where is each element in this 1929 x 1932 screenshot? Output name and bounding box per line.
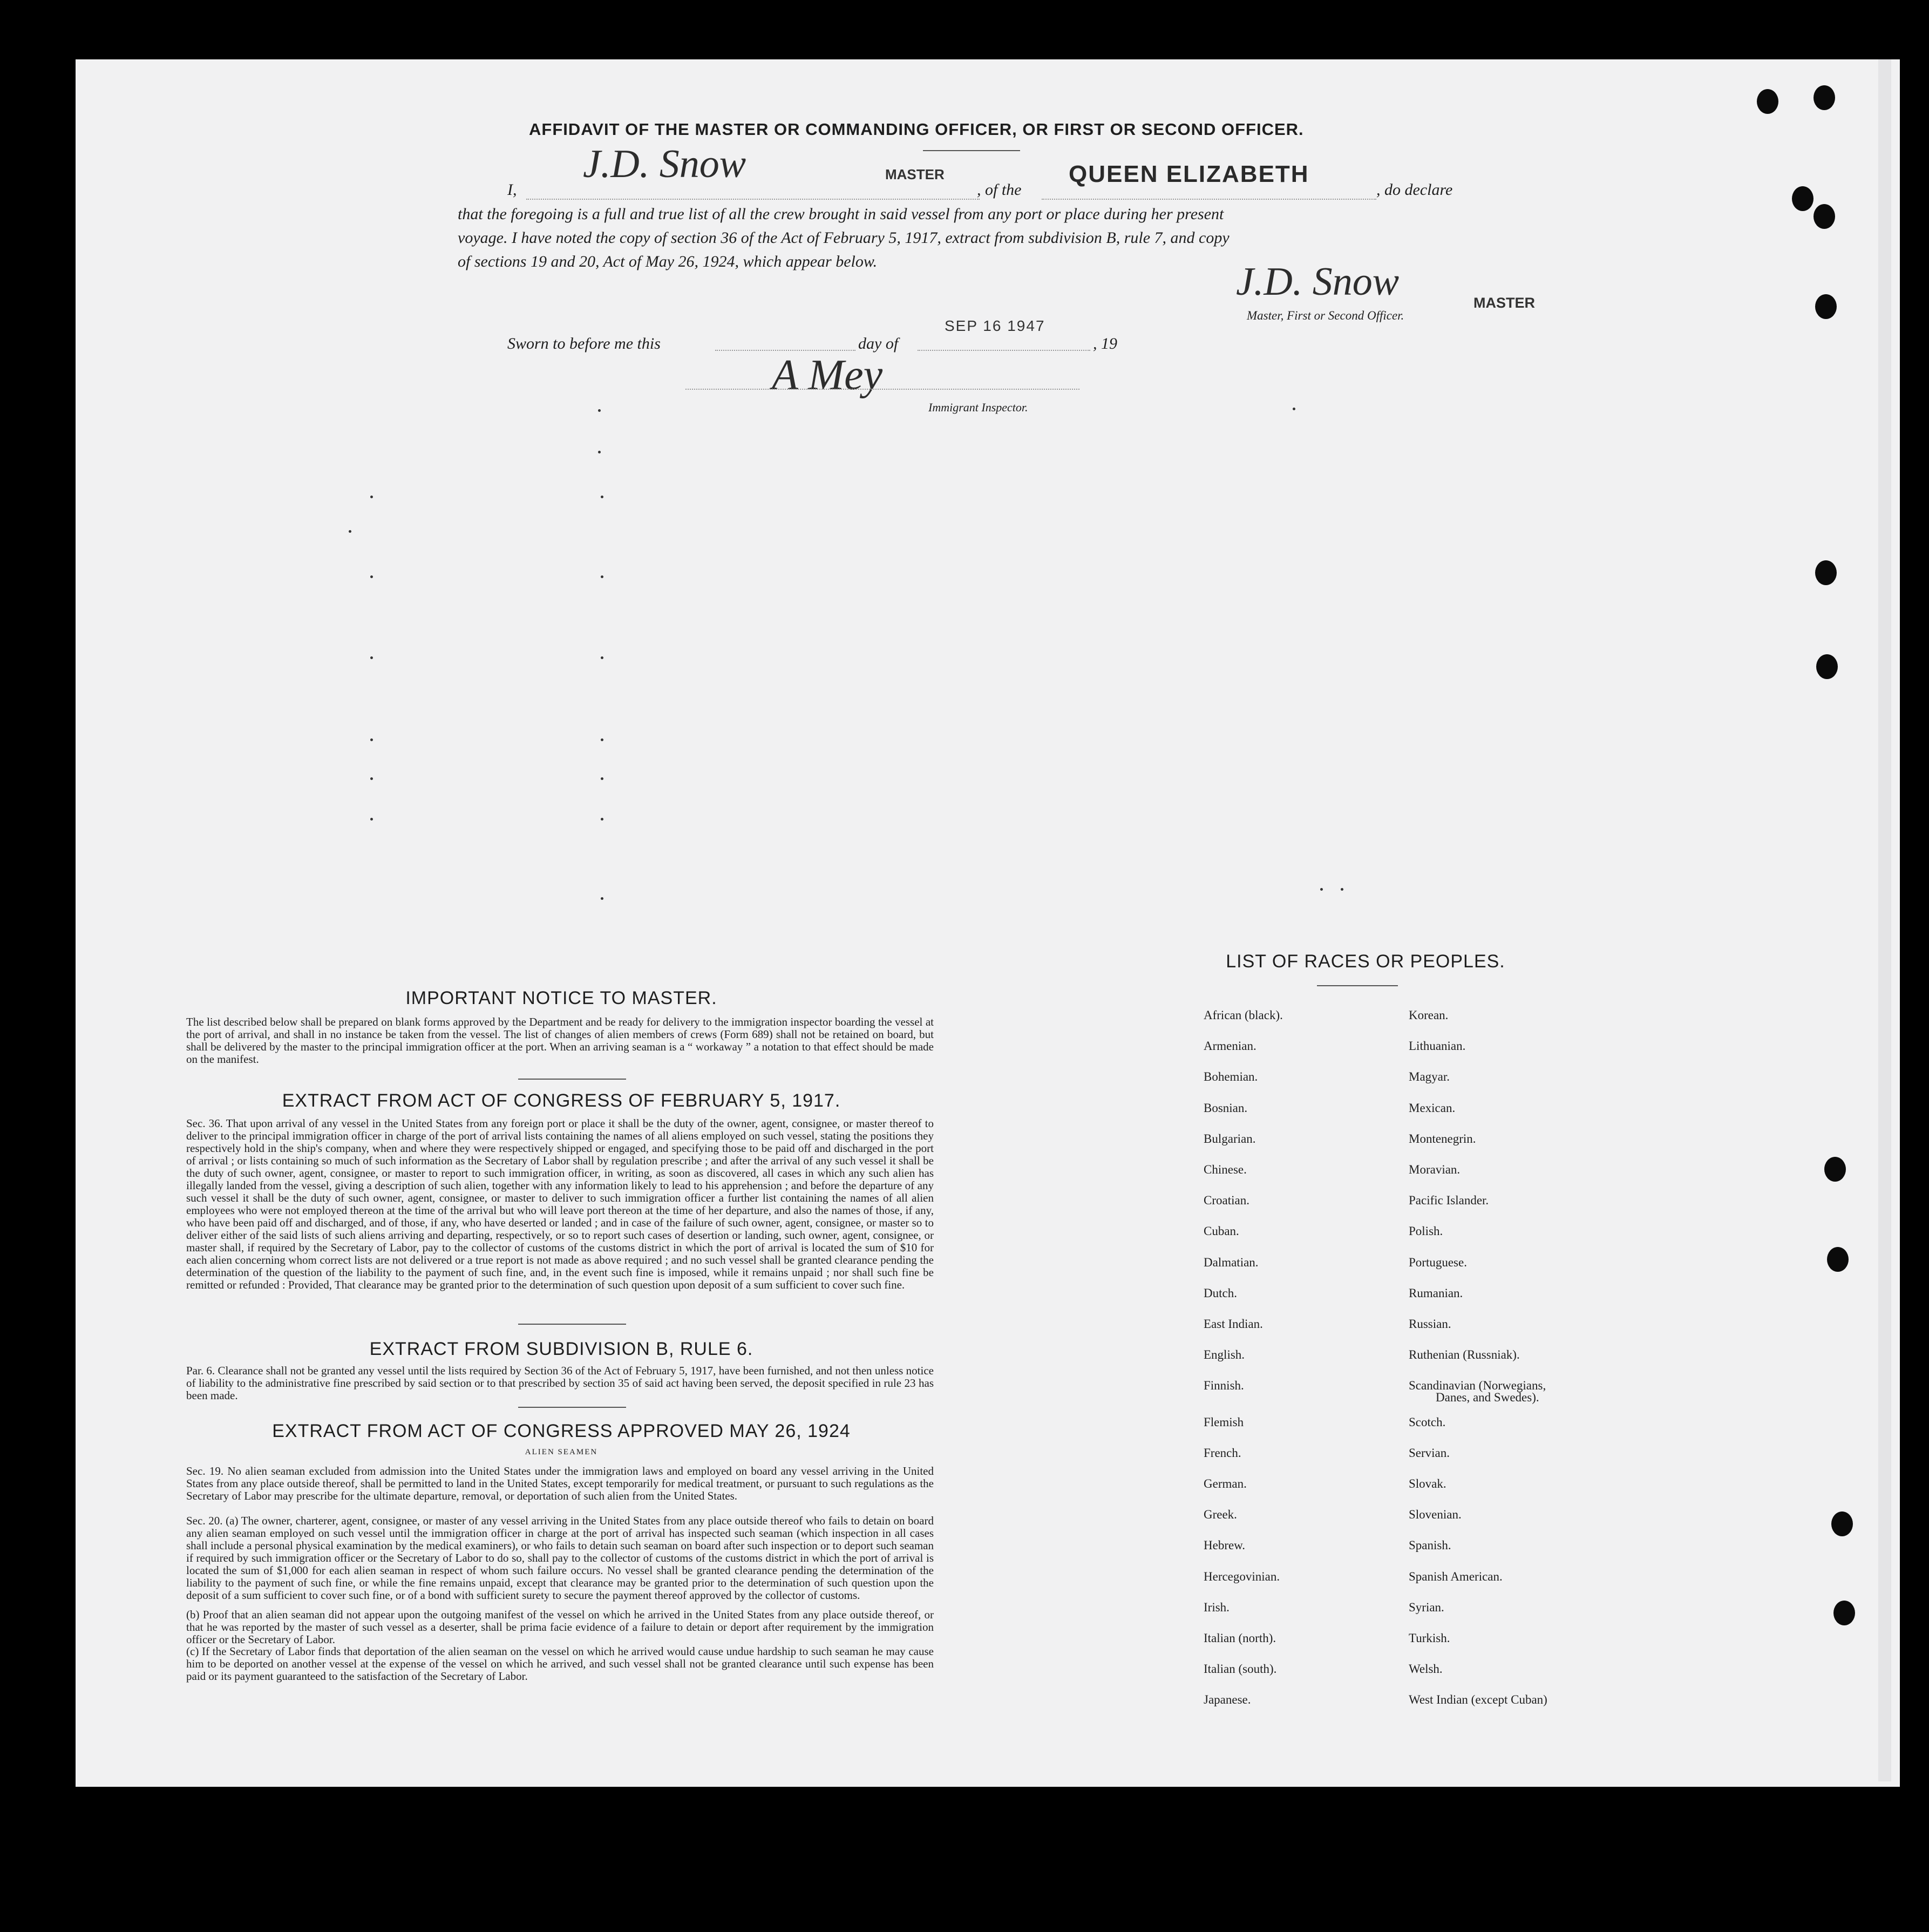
punch-hole — [1824, 1157, 1846, 1182]
race-item: African (black). — [1204, 1008, 1283, 1022]
sec20b-text: (b) Proof that an alien seaman did not appear upon the outgoing manifest of the vessel on which he arrived in the United States from any place outside thereof, or that he was reported by the master of such vessel as a deserter, shall be prima facie evidence of a failure to detain or deport after requirement by the immigration officer or the Secretary of Labor. — [186, 1608, 934, 1646]
race-item: Slovak. — [1409, 1477, 1446, 1490]
ledger-dot — [1341, 888, 1343, 891]
affidavit-title: AFFIDAVIT OF THE MASTER OR COMMANDING OFFICER, OR FIRST OR SECOND OFFICER. — [529, 120, 1304, 139]
races-rule — [1317, 985, 1398, 986]
ledger-dot — [370, 818, 373, 821]
notice-text: The list described below shall be prepared on blank forms approved by the Department and be ready for delivery to the immigration inspector boarding the vessel at the port of arrival, and shall in no instance be taken from the vessel. The list of changes of alien members of crews (Form 689) shall not be retained on board, but shall be delivered by the master to the principal immigration officer at the port. When an arriving seaman is a “ workaway ” a notation to that effect should be made on the manifest. — [186, 1015, 934, 1066]
race-item: Pacific Islander. — [1409, 1194, 1489, 1208]
race-item: Scandinavian (Norwegians, — [1409, 1379, 1546, 1393]
race-item: Chinese. — [1204, 1163, 1247, 1176]
ledger-dot — [601, 575, 603, 578]
punch-hole — [1831, 1511, 1853, 1536]
race-item: Croatian. — [1204, 1194, 1249, 1208]
race-item: Italian (south). — [1204, 1662, 1277, 1676]
race-item: Scotch. — [1409, 1415, 1446, 1429]
do-declare-label: , do declare — [1376, 181, 1453, 199]
race-item: Montenegrin. — [1409, 1131, 1476, 1145]
race-item: Italian (north). — [1204, 1631, 1276, 1645]
date-stamp: SEP 16 1947 — [945, 317, 1045, 334]
race-item: Syrian. — [1409, 1600, 1444, 1614]
extract-1917-title: EXTRACT FROM ACT OF CONGRESS OF FEBRUARY 5, 1917. — [282, 1090, 841, 1111]
ledger-dot — [370, 496, 373, 498]
punch-hole — [1827, 1247, 1849, 1272]
race-item: Moravian. — [1409, 1163, 1461, 1176]
punch-hole — [1792, 186, 1813, 211]
inspector-signature: A Mey — [772, 351, 883, 399]
sworn-label: Sworn to before me this — [507, 335, 661, 352]
of-the-label: , of the — [977, 181, 1022, 199]
month-line — [918, 350, 1090, 351]
ledger-dot — [601, 496, 603, 498]
ledger-dot — [598, 409, 601, 412]
rank-stamp-2: MASTER — [1473, 295, 1535, 311]
section-rule — [518, 1324, 626, 1325]
punch-hole — [1813, 85, 1835, 110]
race-item: Portuguese. — [1409, 1255, 1467, 1269]
ledger-dot — [601, 897, 603, 900]
race-item: Servian. — [1409, 1446, 1450, 1460]
race-item: Rumanian. — [1409, 1286, 1463, 1300]
race-item: Russian. — [1409, 1317, 1451, 1331]
race-item: Japanese. — [1204, 1693, 1251, 1707]
punch-hole — [1816, 654, 1838, 679]
rule6-text: Par. 6. Clearance shall not be granted any vessel until the lists required by Section 36 of the Act of February 5, 1917, have been furnished, and not then unless notice of liability to the administrative fine prescribed by said section or to that prescribed by section 35 of said act having been served, the deposit specified in rule 23 has been made. — [186, 1364, 934, 1402]
title-rule — [923, 150, 1020, 151]
race-item: Turkish. — [1409, 1631, 1450, 1645]
vessel-line — [1042, 199, 1376, 200]
inspector-caption: Immigrant Inspector. — [928, 401, 1028, 414]
sec19-text: Sec. 19. No alien seaman excluded from admission into the United States under the immigration laws and employed on board any vessel arriving in the United States from any place outside thereof, shall be permitted to land in the United States, except temporarily for medical treatment, or pursuant to such regulations as the Secretary of Labor may prescribe for the ultimate departure, removal, or deportation of such alien from the United States. — [186, 1465, 934, 1502]
ledger-dot — [370, 656, 373, 659]
race-item: Spanish. — [1409, 1538, 1451, 1553]
ledger-dot — [598, 451, 601, 453]
ledger-dot — [601, 738, 603, 741]
race-item: German. — [1204, 1477, 1247, 1490]
race-item: Mexican. — [1409, 1101, 1456, 1115]
punch-hole — [1813, 204, 1835, 229]
ledger-dot — [601, 656, 603, 659]
name-line — [526, 199, 980, 200]
notice-title: IMPORTANT NOTICE TO MASTER. — [405, 988, 717, 1008]
affidavit-body-line1: that the foregoing is a full and true list of all the crew brought in said vessel from any port or place during her present — [458, 205, 1224, 223]
affidavit-body-line2: voyage. I have noted the copy of section 36 of the Act of February 5, 1917, extract from subdivision B, rule 7, and copy — [458, 229, 1230, 247]
race-item: Bulgarian. — [1204, 1131, 1256, 1145]
rule6-title: EXTRACT FROM SUBDIVISION B, RULE 6. — [369, 1339, 753, 1359]
section-rule — [518, 1079, 626, 1080]
race-item: Hercegovinian. — [1204, 1569, 1280, 1583]
race-item: Ruthenian (Russniak). — [1409, 1348, 1520, 1362]
punch-hole — [1815, 560, 1837, 585]
ledger-dot — [1320, 888, 1323, 891]
race-item: Korean. — [1409, 1008, 1449, 1022]
punch-hole — [1815, 294, 1837, 319]
race-continuation: Danes, and Swedes). — [1436, 1391, 1539, 1404]
race-item: West Indian (except Cuban) — [1409, 1693, 1547, 1707]
sec20a-text: Sec. 20. (a) The owner, charterer, agent, consignee, or master of any vessel arriving in the United States from any place outside thereof who fails to detain on board any alien seaman employed on such vessel until the immigration officer in charge at the port of arrival has inspected such seaman (which inspection in all cases shall include a personal physical examination by the medical examiners), or who fails to detain such seaman on board after such inspection or to deport such seaman if required by such immigration officer or the Secretary of Labor to do so, shall pay to the collector of customs of the customs district in which the port of arrival is located the sum of $1,000 for each alien seaman in respect of whom such failure occurs. No vessel shall be granted clearance pending the determination of the liability to the payment of such fine, or while the fine remains unpaid, except that clearance may be granted prior to the determination of such question upon the deposit of a sum sufficient to cover such fine, or of a bond with sufficient surety to secure the payment thereof approved by the collector of customs. — [186, 1514, 934, 1602]
punch-hole — [1833, 1601, 1855, 1625]
races-title: LIST OF RACES OR PEOPLES. — [1226, 951, 1505, 972]
ledger-dot — [349, 530, 351, 533]
race-item: Lithuanian. — [1409, 1039, 1466, 1053]
race-item: Bohemian. — [1204, 1070, 1258, 1084]
sec20c-text: (c) If the Secretary of Labor finds that deportation of the alien seaman on the vessel on which he arrived would cause undue hardship to such seaman he may cause him to be deported on another vessel at the expense of the vessel on which he arrived, and such vessel shall not be granted clearance until such expense has been paid or its payment guaranteed to the satisfaction of the Secretary of Labor. — [186, 1645, 934, 1683]
punch-hole — [1757, 89, 1778, 114]
vessel-name: QUEEN ELIZABETH — [1069, 161, 1309, 187]
race-item: Irish. — [1204, 1600, 1230, 1614]
extract-1924-subtitle: ALIEN SEAMEN — [525, 1448, 598, 1456]
extract-1924-title: EXTRACT FROM ACT OF CONGRESS APPROVED MAY 26, 1924 — [272, 1421, 851, 1441]
race-item: Finnish. — [1204, 1379, 1244, 1393]
rank-stamp: MASTER — [885, 166, 945, 182]
year-suffix: , 19 — [1093, 335, 1117, 352]
officer-caption: Master, First or Second Officer. — [1247, 309, 1404, 322]
officer-signature: J.D. Snow — [1236, 260, 1400, 304]
race-item: Flemish — [1204, 1415, 1244, 1429]
race-item: Dalmatian. — [1204, 1255, 1259, 1269]
ledger-dot — [370, 575, 373, 578]
race-item: Armenian. — [1204, 1039, 1256, 1053]
ledger-dot — [370, 777, 373, 780]
extract-1917-text: Sec. 36. That upon arrival of any vessel in the United States from any foreign port or place it shall be the duty of the owner, agent, consignee, or master thereof to deliver to the principal immigration officer in charge of the port of arrival lists containing the names of all aliens employed on such vessel, stating the positions they respectively hold in the ship's company, when and where they were respectively shipped or engaged, and specifying those to be paid off and discharged in the port of arrival ; or lists containing so much of such information as the Secretary of Labor shall by regulation prescribe ; and after the arrival of any such vessel it shall be the duty of such owner, agent, consignee, or master to report to such immigration officer, in writing, as soon as discovered, all cases in which any such alien has illegally landed from the vessel, giving a description of such alien, together with any information likely to lead to his apprehension ; and before the departure of any such vessel it shall be the duty of such owner, agent, consignee, or master to deliver to such immigration officer a further list containing the names of all alien employees who were not employed thereon at the time of the arrival but who will leave port thereon at the time of her departure, and also the names of those, if any, who have been paid off and discharged, and of those, if any, who have deserted or landed ; and in case of the failure of such owner, agent, consignee, or master so to deliver either of the said lists of such aliens arriving and departing, respectively, or so to report such cases of desertion or landing, such owner, agent, consignee, or master shall, if required by the Secretary of Labor, pay to the collector of customs of the customs district in which the port of arrival is located the sum of $10 for each alien concerning whom correct lists are not delivered or a true report is not made as above required ; and no such vessel shall be granted clearance pending the determination of the question of the liability to the payment of such fine, and, in the event such fine is imposed, while it remains unpaid ; nor shall such fine be remitted or refunded : Provided, That clearance may be granted prior to the determination of such question upon deposit of a sum sufficient to cover such fine. — [186, 1117, 934, 1291]
race-item: English. — [1204, 1348, 1245, 1362]
page-edge — [1878, 59, 1891, 1781]
race-item: Bosnian. — [1204, 1101, 1248, 1115]
ledger-dot — [1293, 408, 1295, 410]
race-item: Welsh. — [1409, 1662, 1443, 1676]
day-of-label: day of — [858, 335, 899, 352]
affidavit-body-line3: of sections 19 and 20, Act of May 26, 1924, which appear below. — [458, 253, 878, 270]
ledger-dot — [601, 818, 603, 821]
ledger-dot — [601, 777, 603, 780]
inspector-line — [685, 389, 1079, 390]
race-item: Spanish American. — [1409, 1569, 1503, 1583]
race-item: Polish. — [1409, 1224, 1443, 1238]
i-label: I, — [507, 181, 517, 199]
race-item: Slovenian. — [1409, 1508, 1462, 1522]
race-item: East Indian. — [1204, 1317, 1263, 1331]
master-signature: J.D. Snow — [583, 142, 746, 186]
section-rule — [518, 1407, 626, 1408]
race-item: Magyar. — [1409, 1070, 1450, 1084]
ledger-dot — [370, 738, 373, 741]
race-item: Hebrew. — [1204, 1538, 1246, 1553]
race-item: French. — [1204, 1446, 1241, 1460]
race-item: Cuban. — [1204, 1224, 1239, 1238]
race-item: Greek. — [1204, 1508, 1237, 1522]
race-item: Dutch. — [1204, 1286, 1237, 1300]
